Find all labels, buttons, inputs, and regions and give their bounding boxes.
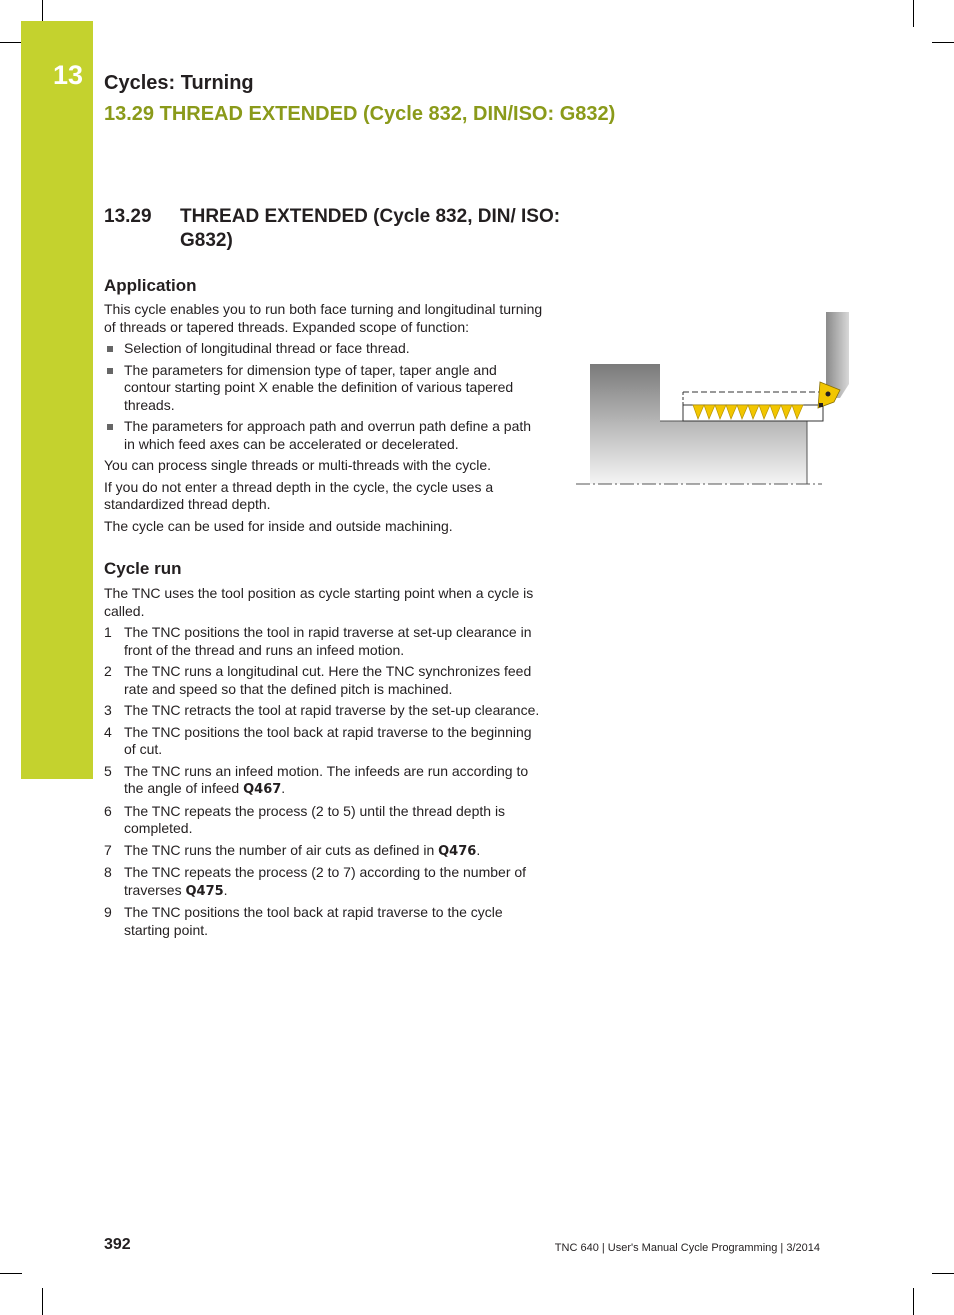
start-point-marker (819, 403, 823, 407)
paragraph: The cycle can be used for inside and outside machining. (104, 517, 453, 534)
footer-text: TNC 640 | User's Manual Cycle Programming | 3/2014 (554, 1242, 820, 1254)
chapter-sidebar (21, 21, 93, 779)
section-title (104, 205, 564, 253)
tool-reference-point (826, 392, 831, 397)
list-item: 9 The TNC positions the tool back at rapid traverse to the cycle starting point. (104, 904, 503, 938)
crop-mark (913, 0, 914, 27)
bullet-icon (107, 368, 113, 374)
paragraph: You can process single threads or multi-threads with the cycle. (104, 457, 492, 473)
running-header-subtitle: 13.29 THREAD EXTENDED (Cycle 832, DIN/ISO: G832) (104, 103, 616, 125)
crop-mark (0, 1273, 22, 1274)
cycle-run-intro: The TNC uses the tool position as cycle starting point when a cycle is called. (104, 585, 534, 619)
chapter-number: 13 (53, 60, 84, 90)
crop-mark (0, 42, 22, 43)
application-heading: Application (104, 276, 197, 295)
crop-mark (932, 42, 954, 43)
running-header-title: Cycles: Turning (104, 72, 254, 94)
crop-mark (913, 1288, 914, 1315)
list-item: The parameters for dimension type of taper, taper angle and contour starting point X enable the definition of various tapered threads. (104, 362, 544, 415)
list-item: The parameters for approach path and overrun path define a path in which feed axes can be accelerated or decelerated. (104, 418, 544, 453)
thread-cycle-figure (572, 308, 852, 490)
steps-list (104, 624, 544, 939)
page-number: 392 (104, 1236, 131, 1253)
application-section (104, 276, 544, 535)
list-item: 8 The TNC repeats the process (2 to 7) according to the number of traverses Q475. (104, 864, 527, 899)
list-item: 3 The TNC retracts the tool at rapid traverse by the set-up clearance. (104, 702, 540, 718)
tool-holder (826, 312, 849, 398)
list-item: Selection of longitudinal thread or face thread. (104, 340, 544, 358)
thread-diagram (572, 308, 852, 490)
crop-mark (42, 1288, 43, 1315)
list-item: 2 The TNC runs a longitudinal cut. Here the TNC synchronizes feed rate and speed so that the defined pitch is machined. (104, 663, 532, 697)
workpiece (590, 364, 807, 484)
parameter-q476: Q476 (438, 843, 477, 859)
cycle-run-section (104, 559, 544, 939)
bullet-icon (107, 346, 113, 352)
list-item: 1 The TNC positions the tool in rapid traverse at set-up clearance in front of the thread and runs an infeed motion. (104, 624, 532, 658)
application-intro: This cycle enables you to run both face turning and longitudinal turning of threads or tapered threads. Expanded scope of function: (104, 301, 543, 335)
approach-path (683, 392, 824, 405)
crop-mark (932, 1273, 954, 1274)
section-heading: THREAD EXTENDED (Cycle 832, DIN/ ISO: G832) (180, 206, 561, 251)
list-item: 6 The TNC repeats the process (2 to 5) until the thread depth is completed. (104, 802, 506, 836)
parameter-q467: Q467 (243, 782, 282, 797)
list-item: 7 The TNC runs the number of air cuts as defined in Q476. (104, 841, 481, 859)
list-item: 4 The TNC positions the tool back at rapid traverse to the beginning of cut. (104, 723, 532, 757)
cycle-run-heading: Cycle run (104, 559, 182, 578)
feature-list (104, 340, 544, 453)
paragraph: If you do not enter a thread depth in the cycle, the cycle uses a standardized thread depth. (104, 478, 494, 512)
list-item: 5 The TNC runs an infeed motion. The infeeds are run according to the angle of infeed Q467. (104, 762, 529, 797)
parameter-q475: Q475 (185, 883, 224, 899)
section-number: 13.29 (104, 206, 152, 227)
bullet-icon (107, 424, 113, 430)
